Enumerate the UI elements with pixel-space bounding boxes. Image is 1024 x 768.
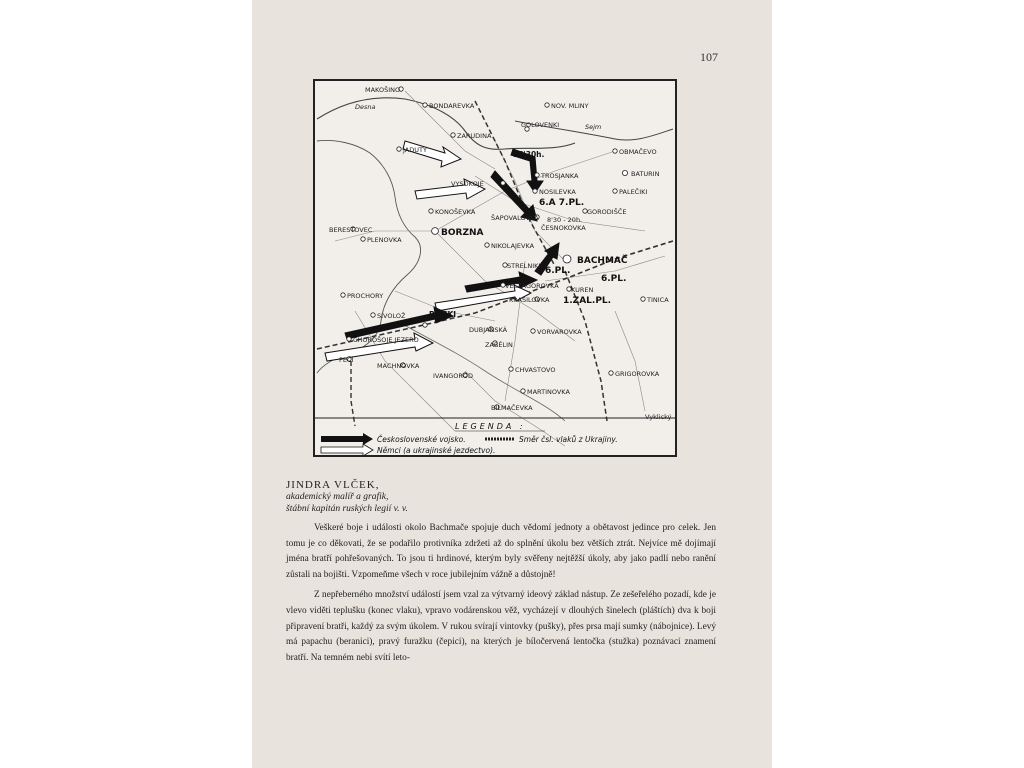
place-label: KRASILOVKA [509, 296, 550, 304]
place-label: OBMAČEVO [619, 148, 657, 156]
legend-train-text: Směr čsl. vlaků z Ukrajiny. [519, 435, 618, 444]
place-label: BATURIN [631, 170, 660, 178]
place-label: CHVASTOVO [515, 366, 556, 374]
place-label: VYSOKOJE [451, 180, 484, 188]
author-role: štábní kapitán ruských legií v. v. [286, 504, 408, 514]
place-label: PLENOVKA [367, 236, 402, 244]
place-label: MARTINOVKA [527, 388, 570, 396]
legend-czech-arrow [321, 433, 373, 445]
place-label: ŠAPOVALOVKA [491, 214, 539, 222]
place-label: NOSILEVKA [539, 188, 576, 196]
place-label: PLISKI [429, 310, 457, 319]
place-label: NIKOLAJEVKA [491, 242, 535, 250]
place-label: PROCHORY [347, 292, 384, 300]
place-label: CHOROŠOJE JEZERO [353, 336, 419, 344]
place-label: BONDAREVKA [429, 102, 475, 110]
place-label: STRELNIKI [507, 262, 541, 270]
artist-signature: Vyklický [645, 413, 672, 421]
place-label: GOLOVENKI [521, 121, 560, 129]
place-label: GRIGOROVKA [615, 370, 660, 378]
place-label: GORODIŠČE [587, 208, 627, 216]
place-label: ZABĚLIN [485, 341, 513, 349]
place-label: VELZAGOROVKA [505, 282, 559, 290]
battle-map [313, 79, 677, 457]
paragraph: Veškeré boje i události okolo Bachmače spojuje duch vědomí jednoty a obětavost jedince pro celek. Jen tomu je co děkovati, že se podařilo protivníka zdržeti až do splnění úkolu bez větších ztrát. Nejvíce mě dojímají jména bratří pohřešovaných. To jsou ti hrdinové, kterým byly svěřeny nejtěžší úkoly, aby jako padlí nebo ranění zůstali na bojišti. Vzpomeňme všech v roce jubilejním vážně a důstojně! [286, 523, 716, 580]
page-number: 107 [700, 50, 718, 64]
map-drawing [315, 81, 675, 455]
paragraph: Z nepřeberného množství událostí jsem vzal za výtvarný ideový základ nástup. Ze zešeřelého pozadí, kde je vlevo viděti teplušku (konec vlaku), vpravo vodárenskou věž, vycházejí v dlouhých šinelech (pláštích) dva k boji připravení bratři, každý za svým úkolem. V rukou svírají vintovky (pušky), přes prsa mají sumky (nábojnice). Levý má papachu (beranici), pravý furažku (čepici), na kterých je bíločervená lentočka (stužka) poznávací znamení bratří. Na temném nebi svítí leto- [286, 590, 716, 663]
legend-czech-text: Československé vojsko. [377, 435, 466, 444]
place-label: PALEČIKI [619, 188, 648, 196]
place-label: IVANGOROD [433, 372, 474, 380]
author-role: akademický malíř a grafik, [286, 492, 389, 502]
place-label: BERESTOVEC [329, 226, 373, 234]
place-label: KONOŠEVKA [435, 208, 476, 216]
regiment-label: 6.PL. [601, 274, 627, 284]
time-label: 16'30h. [513, 150, 545, 159]
body-text [286, 521, 716, 666]
place-label: BILMAČEVKA [491, 404, 533, 412]
place-label: ZARUDINA [457, 132, 492, 140]
author-name: JINDRA VLČEK, [286, 479, 380, 491]
place-label: TROSJANKA [541, 172, 579, 180]
legend-german-arrow [321, 444, 373, 455]
place-label: SIVOLOŽ [377, 312, 406, 320]
regiment-label: 6.PL. [545, 266, 571, 276]
place-label: BACHMAČ [577, 256, 628, 266]
place-label: KUREN [571, 286, 594, 294]
place-label: TINICA [647, 296, 669, 304]
legend-title: LEGENDA : [455, 422, 526, 431]
railway-southwest [351, 361, 355, 426]
legend-german-text: Němci (a ukrajinské jezdectvo). [377, 446, 496, 455]
place-label: NOV. MLINY [551, 102, 589, 110]
regiment-label: 6.A 7.PL. [539, 198, 585, 208]
regiment-label: 1.ZAL.PL. [563, 296, 612, 306]
place-label: JADUTY [403, 146, 427, 154]
time-label: 8'30 - 20h. [547, 216, 583, 224]
place-label: MAKOŠINO [365, 86, 401, 94]
place-label: ČESNOKOVKA [541, 224, 586, 232]
place-label: MACHNOVKA [377, 362, 420, 370]
author-block [286, 479, 726, 515]
place-label: PEČI [339, 356, 354, 364]
place-label: BORZNA [441, 228, 484, 238]
river-label: Sejm [585, 123, 602, 131]
place-label: DUBJANSKÁ [469, 326, 508, 334]
place-label: VORVAROVKA [537, 328, 582, 336]
river-label: Desna [355, 103, 376, 111]
road-network [335, 91, 665, 446]
